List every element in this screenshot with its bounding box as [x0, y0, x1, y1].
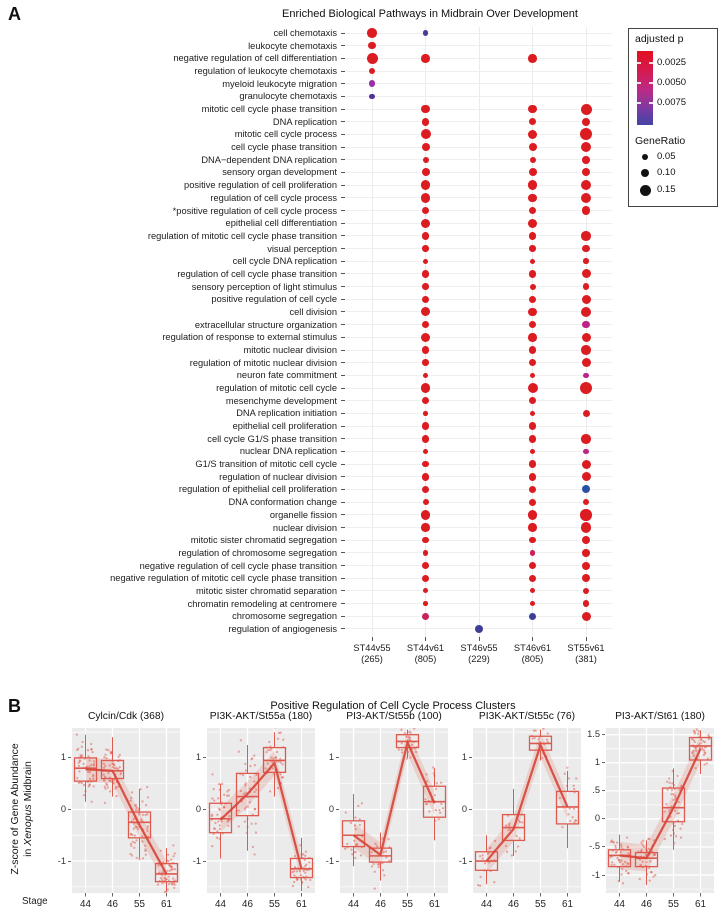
y-tick-label: 1: [60, 752, 66, 763]
cluster-subplot: [473, 728, 581, 899]
y-tick-mark: [68, 861, 71, 862]
y-tick-mark: [602, 846, 605, 847]
pathway-label: regulation of nuclear division: [219, 471, 337, 482]
stage-tick-label: 46: [242, 899, 253, 910]
panel-a-title: Enriched Biological Pathways in Midbrain Over Development: [282, 8, 578, 20]
cluster-subplot: [606, 728, 714, 899]
legend-generatio-title: GeneRatio: [635, 135, 686, 147]
y-tick-mark: [469, 757, 472, 758]
y-tick-mark: [203, 861, 206, 862]
subplot-title: PI3K-AKT/St55a (180): [209, 711, 313, 722]
pathway-label: mitotic sister chromatid segregation: [190, 535, 337, 546]
y-axis-label-line1: Z-score of Gene Abundance: [9, 743, 21, 875]
pathway-label: mitotic nuclear division: [243, 345, 337, 355]
pathway-label: negative regulation of cell cycle phase transition: [139, 560, 337, 571]
stage-tick-label: 55: [134, 899, 145, 910]
y-tick-label: -1: [192, 855, 201, 866]
cluster-subplot: [207, 728, 315, 899]
pathway-label: negative regulation of mitotic cell cycle phase transition: [110, 573, 337, 584]
y-tick-mark: [336, 861, 339, 862]
y-tick-label: 0: [328, 803, 334, 814]
pathway-label: mitotic cell cycle phase transition: [201, 104, 337, 115]
pathway-label: organelle fission: [269, 509, 337, 520]
pathway-label: leukocyte chemotaxis: [248, 40, 337, 51]
y-tick-label: 1.5: [587, 729, 600, 740]
pathway-label: mitotic cell cycle process: [234, 129, 337, 140]
y-tick-mark: [602, 790, 605, 791]
pathway-label: cell cycle phase transition: [231, 142, 337, 153]
column-count: (381): [575, 653, 597, 664]
stage-tick-label: 46: [641, 899, 652, 910]
pathway-label: regulation of chromosome segregation: [178, 547, 337, 558]
y-tick-mark: [336, 809, 339, 810]
y-tick-label: 1: [195, 752, 201, 763]
y-tick-label: -1: [591, 869, 600, 880]
y-tick-mark: [68, 757, 71, 758]
pathway-label: positive regulation of cell proliferation: [184, 180, 337, 191]
legend-adjusted-p-title: adjusted p: [635, 33, 684, 45]
pathway-label: *positive regulation of cell cycle process: [172, 205, 337, 216]
pathway-label: negative regulation of cell differentiation: [173, 53, 337, 64]
pathway-label: DNA replication initiation: [236, 408, 337, 419]
pathway-label: epithelial cell proliferation: [232, 421, 337, 432]
subplot-title: PI3K-AKT/St55c (76): [478, 711, 576, 722]
stage-tick-label: 61: [161, 899, 172, 910]
y-tick-label: 0: [60, 803, 66, 814]
y-tick-label: -1: [57, 855, 66, 866]
stage-tick-label: 44: [614, 899, 625, 910]
y-tick-mark: [602, 818, 605, 819]
pathway-label: visual perception: [267, 243, 337, 254]
pathway-label: nuclear DNA replication: [239, 446, 337, 457]
column-label: ST44v61: [406, 643, 445, 653]
column-count: (265): [361, 653, 383, 664]
y-tick-label: .5: [592, 785, 600, 796]
generatio-label: 0.05: [657, 151, 676, 162]
stage-tick-label: 55: [535, 899, 546, 910]
pathway-label: cell division: [289, 306, 337, 317]
y-tick-label: 1: [461, 752, 467, 763]
stage-tick-label: 44: [215, 899, 226, 910]
pathway-label: regulation of cell cycle process: [210, 192, 337, 203]
cluster-subplot: [72, 728, 180, 899]
y-tick-label: 0: [461, 803, 467, 814]
pathway-label: epithelial cell differentiation: [225, 218, 337, 229]
stage-tick-label: 44: [348, 899, 359, 910]
subplot-title: Cylcin/Cdk (368): [87, 711, 165, 722]
y-tick-mark: [336, 757, 339, 758]
subplot-title: PI3-AKT/St61 (180): [615, 711, 705, 722]
pathway-label: regulation of mitotic nuclear division: [189, 357, 337, 368]
y-tick-label: 0: [594, 813, 600, 824]
column-label: ST46v55: [460, 643, 498, 653]
y-tick-mark: [68, 809, 71, 810]
pathway-label: regulation of response to external stimulus: [162, 332, 337, 343]
pathway-label: chromosome segregation: [232, 611, 337, 622]
stage-tick-label: 61: [296, 899, 307, 910]
column-count: (229): [468, 653, 490, 664]
stage-tick-label: 61: [562, 899, 573, 910]
stage-tick-label: 61: [429, 899, 440, 910]
pathway-label: cell cycle DNA replication: [232, 256, 337, 267]
y-tick-label: -.5: [589, 841, 600, 852]
y-tick-label: 0: [195, 803, 201, 814]
column-count: (805): [521, 653, 544, 664]
pathway-label: regulation of epithelial cell proliferation: [178, 484, 337, 495]
pathway-label: positive regulation of cell cycle: [211, 294, 337, 305]
y-axis-label-line2-pre: in: [21, 848, 34, 857]
stage-tick-label: 55: [269, 899, 280, 910]
pathway-label: regulation of leukocyte chemotaxis: [194, 66, 337, 77]
pathway-label: DNA conformation change: [228, 497, 337, 508]
column-count: (805): [414, 653, 437, 664]
pathway-label: nuclear division: [272, 522, 337, 533]
pathway-label: neuron fate commitment: [236, 370, 337, 381]
pathway-label: DNA−dependent DNA replication: [201, 154, 337, 165]
pathway-label: regulation of cell cycle phase transition: [177, 268, 337, 279]
y-axis-label-italic: Xenopus: [21, 804, 34, 846]
pathway-label: cell chemotaxis: [273, 28, 337, 38]
stage-tick-label: 55: [668, 899, 679, 910]
stage-tick-label: 61: [695, 899, 706, 910]
gradient-tick-label: 0.0025: [657, 57, 687, 68]
y-tick-mark: [203, 809, 206, 810]
stage-tick-label: 44: [80, 899, 91, 910]
stage-tick-label: 46: [508, 899, 519, 910]
column-label: ST55v61: [567, 643, 605, 653]
y-tick-mark: [602, 734, 605, 735]
pathway-label: mesenchyme development: [225, 395, 337, 406]
y-tick-label: 1: [594, 757, 600, 768]
pathway-label: G1/S transition of mitotic cell cycle: [195, 459, 337, 470]
stage-axis-label: Stage: [22, 896, 48, 907]
y-tick-mark: [469, 861, 472, 862]
pathway-label: chromatin remodeling at centromere: [187, 598, 337, 609]
pathway-label: regulation of angiogenesis: [228, 623, 337, 634]
panel-a-label: A: [8, 4, 21, 24]
pathway-label: regulation of mitotic cell cycle: [216, 383, 337, 394]
pathway-label: sensory perception of light stimulus: [191, 281, 337, 292]
gradient-tick-label: 0.0075: [657, 97, 687, 108]
pathway-label: cell cycle G1/S phase transition: [207, 433, 337, 444]
generatio-label: 0.10: [657, 167, 676, 178]
panel-b-title: Positive Regulation of Cell Cycle Process Clusters: [270, 700, 516, 712]
pathway-label: regulation of mitotic cell cycle phase transition: [147, 230, 337, 241]
panel-b-label: B: [8, 696, 21, 716]
stage-tick-label: 55: [402, 899, 413, 910]
y-tick-mark: [469, 809, 472, 810]
y-axis-label-line2-post: Midbrain: [21, 761, 34, 802]
pathway-label: extracellular structure organization: [194, 319, 337, 330]
pathway-label: mitotic sister chromatid separation: [195, 585, 337, 596]
y-tick-mark: [203, 757, 206, 758]
y-tick-mark: [602, 762, 605, 763]
column-label: ST44v55: [353, 643, 391, 653]
pathway-label: myeloid leukocyte migration: [222, 78, 337, 89]
y-tick-label: 1: [328, 752, 334, 763]
y-tick-label: -1: [458, 855, 467, 866]
pathway-label: granulocyte chemotaxis: [239, 91, 337, 102]
subplot-title: PI3-AKT/St55b (100): [346, 711, 442, 722]
column-label: ST46v61: [513, 643, 552, 653]
stage-tick-label: 44: [481, 899, 492, 910]
stage-tick-label: 46: [375, 899, 386, 910]
cluster-subplot: [340, 728, 448, 899]
gradient-tick-label: 0.0050: [657, 77, 687, 88]
y-tick-label: -1: [325, 855, 334, 866]
y-tick-mark: [602, 875, 605, 876]
generatio-label: 0.15: [657, 184, 676, 195]
stage-tick-label: 46: [107, 899, 118, 910]
pathway-label: sensory organ development: [222, 167, 337, 178]
pathway-label: DNA replication: [272, 116, 337, 127]
